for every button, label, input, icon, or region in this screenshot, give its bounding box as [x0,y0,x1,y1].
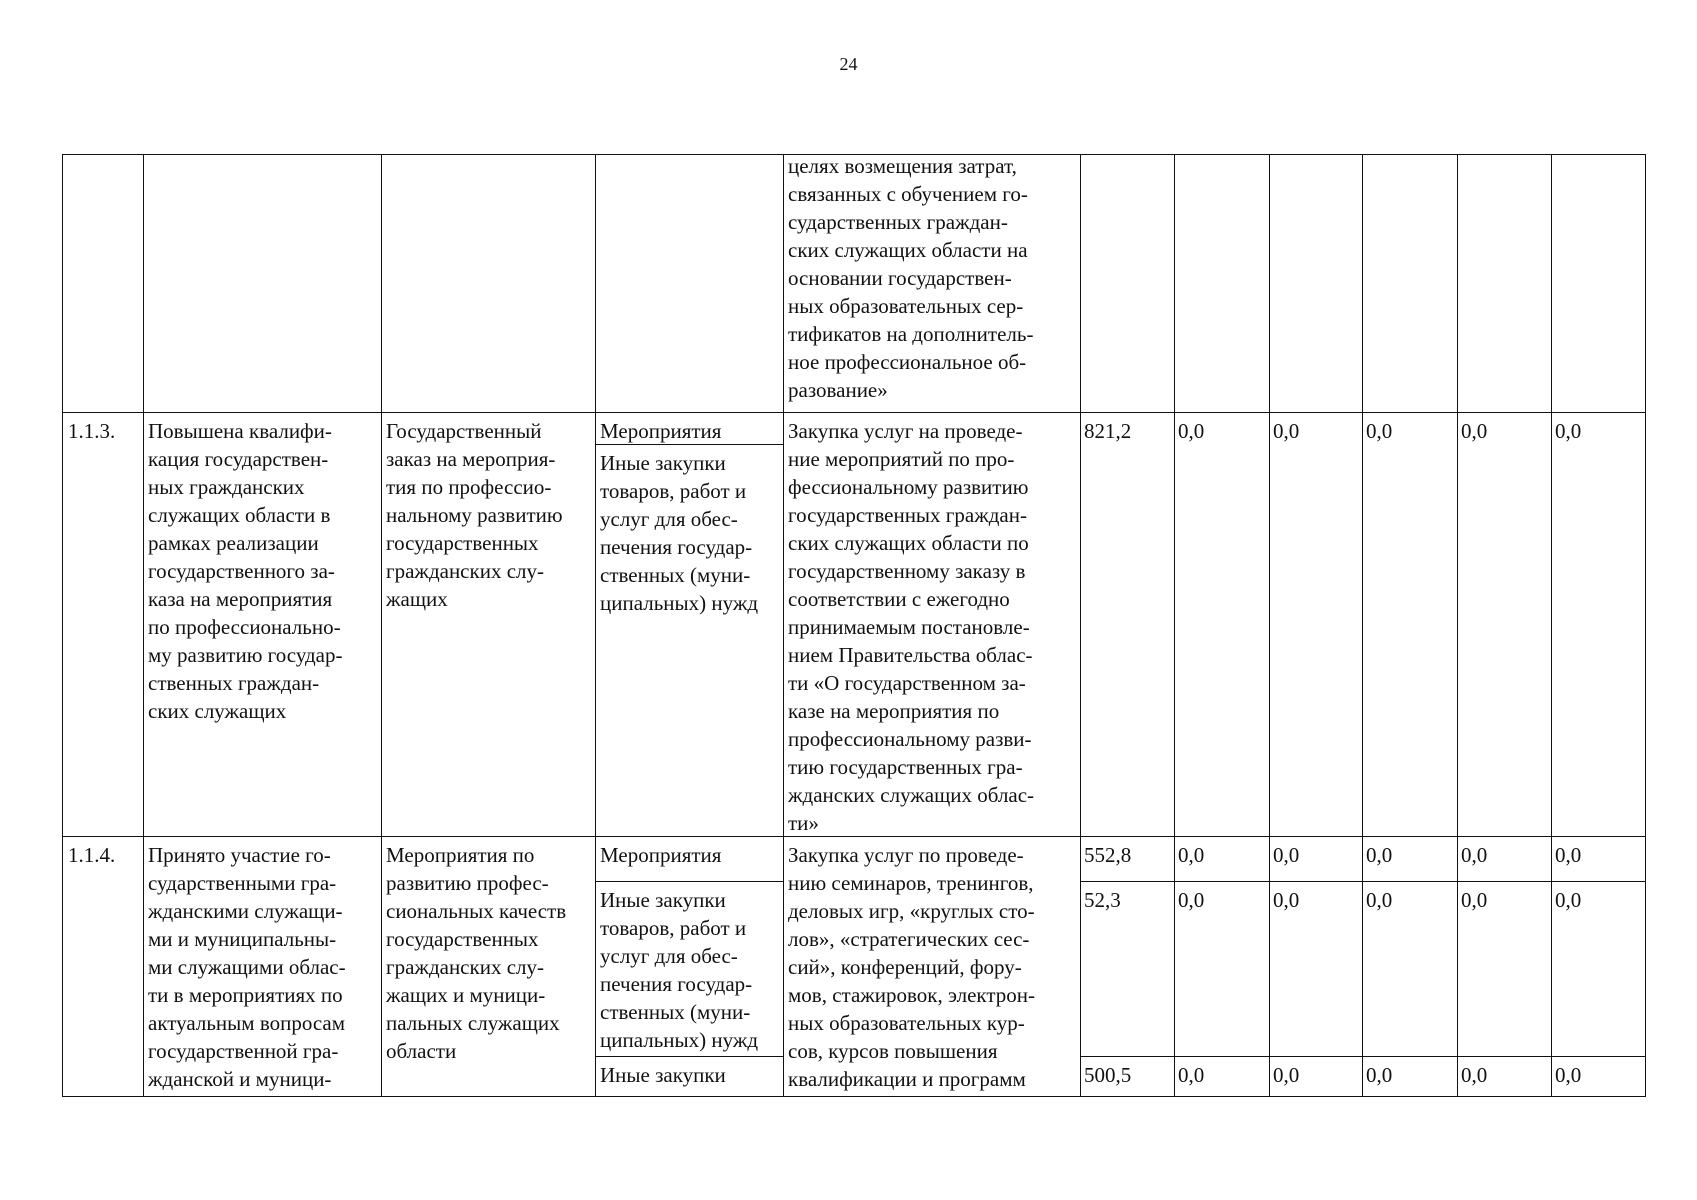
col-divider [1080,155,1081,1096]
value-cell: 0,0 [1366,888,1393,912]
value-cell: 0,0 [1555,419,1582,443]
row-result: Принято участие го- сударственными гра- жданскими служащи- ми и муниципальны- ми служащими облас- ти в мероприятиях по актуальным вопросам государственной гра- жданской и муници- [148,843,346,1091]
value-cell: 0,0 [1461,888,1488,912]
row-result: Повышена квалифи- кация государствен- ных гражданских служащих области в рамках реализации государственного за- каза на мероприятия по профессионально- му развитию государ- ственных граждан- ских служащих [148,419,343,723]
row-event: Мероприятия по развитию профес- сиональных качеств государственных гражданских слу- жащих и муници- пальных служащих области [386,843,567,1063]
row-type-sub: Иные закупки товаров, работ и услуг для обес- печения государ- ственных (муни- ципальных) нужд [600,888,759,1052]
row-event: Государственный заказ на мероприя- тия по профессио- нальному развитию государственных гражданских слу- жащих [386,419,563,611]
value-cell: 552,8 [1084,843,1132,867]
row-divider [63,412,1645,413]
value-cell: 0,0 [1461,1063,1488,1087]
value-cell: 0,0 [1178,888,1205,912]
col-divider [1362,155,1363,1096]
value-cell: 0,0 [1273,843,1300,867]
col-divider [381,155,382,1096]
col-divider [1457,155,1458,1096]
col-divider [1551,155,1552,1096]
row-code: 1.1.4. [68,843,116,867]
continuation-description: целях возмещения затрат, связанных с обучением го- сударственных граждан- ских служащих области на основании государствен- ных образовательных сер- тификатов на дополнитель- ное профессиональное об- разование» [788,154,1034,402]
value-cell: 0,0 [1555,1063,1582,1087]
value-cell: 0,0 [1366,419,1393,443]
value-cell: 0,0 [1273,419,1300,443]
value-cell: 0,0 [1178,1063,1205,1087]
row-type-sub: Иные закупки [600,1063,726,1087]
row-description: Закупка услуг на проведе- ние мероприятий по про- фессиональному развитию государственных граждан- ских служащих области по государственному заказу в соответствии с ежегодно принимаемым постановле- нием Правительства облас- ти «О государственном за- казе на мероприятия по профессиональному разви- тию государственных гра- жданских служащих облас- ти» [788,419,1035,835]
col-divider [783,155,784,1096]
value-cell: 0,0 [1461,419,1488,443]
value-cell: 821,2 [1084,419,1132,443]
value-cell: 0,0 [1273,888,1300,912]
value-cell: 0,0 [1178,419,1205,443]
row-type-header: Мероприятия [600,843,722,867]
value-cell: 0,0 [1461,843,1488,867]
value-cell: 0,0 [1555,888,1582,912]
program-table [62,154,1646,1097]
value-cell: 0,0 [1366,843,1393,867]
value-cell: 0,0 [1366,1063,1393,1087]
row-description: Закупка услуг по проведе- нию семинаров, тренингов, деловых игр, «круглых сто- лов», «стратегических сес- сий», конференций, фору- мов, стажировок, электрон- ных образовательных кур- сов, курсов повышения квалификации и программ [788,843,1036,1091]
value-sub-divider [1080,881,1645,882]
page-number: 24 [839,54,858,74]
value-cell: 0,0 [1555,843,1582,867]
col-divider [1269,155,1270,1096]
row-type-header: Мероприятия [600,419,722,443]
value-cell: 500,5 [1084,1063,1132,1087]
row-code: 1.1.3. [68,419,116,443]
col-divider [595,155,596,1096]
col-divider [1174,155,1175,1096]
type-sub-divider [595,1056,783,1057]
row-type-sub: Иные закупки товаров, работ и услуг для обес- печения государ- ственных (муни- ципальных) нужд [600,451,759,615]
value-cell: 52,3 [1084,888,1121,912]
value-cell: 0,0 [1178,843,1205,867]
value-cell: 0,0 [1273,1063,1300,1087]
type-sub-divider [595,881,783,882]
col-divider [143,155,144,1096]
value-sub-divider [1080,1056,1645,1057]
